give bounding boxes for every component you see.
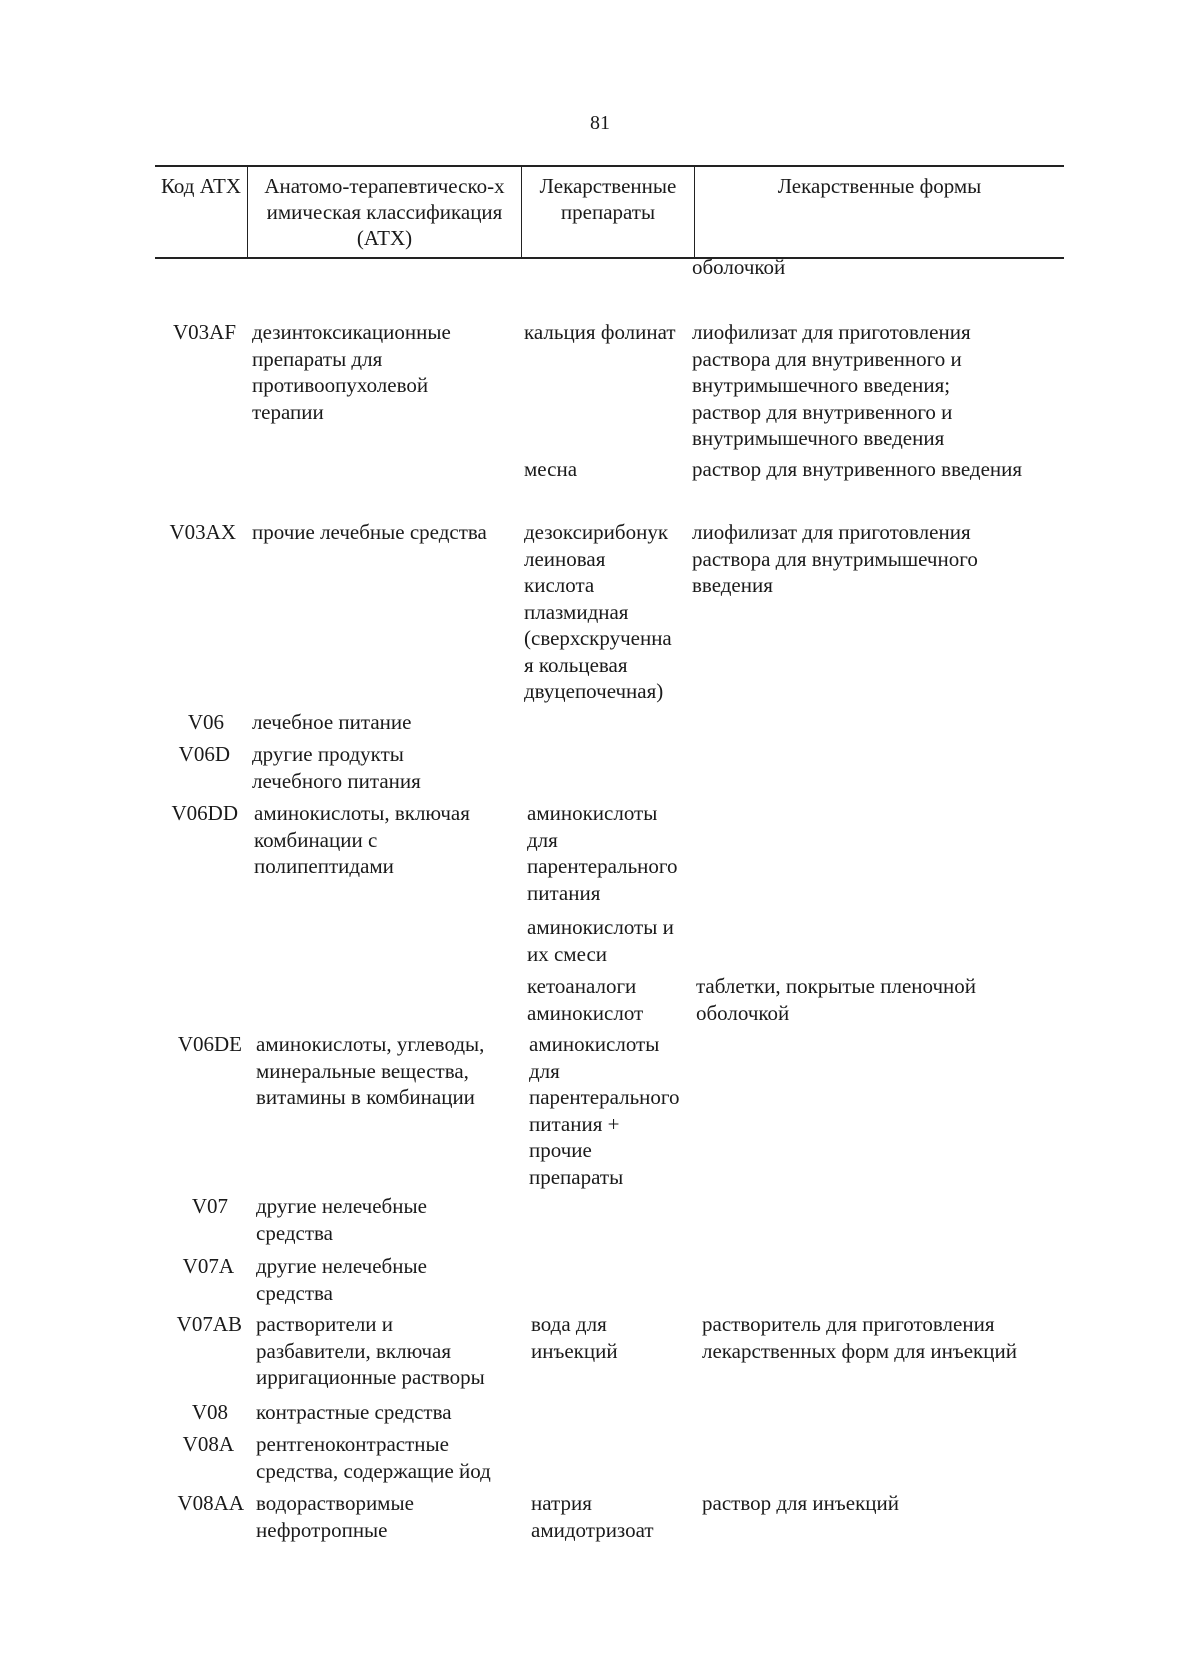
page-number: 81 (590, 112, 610, 134)
header-atc-classification: Анатомо-терапевтическо-х имическая классификация (АТХ) (247, 167, 521, 257)
classification-cell: рентгеноконтрастные средства, содержащие йод (256, 1432, 491, 1483)
classification-cell: лечебное питание (252, 710, 412, 734)
classification-cell: дезинтоксикационные препараты для противоопухолевой терапии (252, 320, 451, 424)
atc-code-cell: V06DD (171, 801, 238, 825)
drug-cell: кальция фолинат (524, 320, 676, 344)
drug-cell: месна (524, 457, 578, 481)
atc-code-cell: V08AA (177, 1491, 244, 1515)
classification-cell: прочие лечебные средства (252, 520, 487, 544)
dosage-form-cell: таблетки, покрытые пленочной оболочкой (696, 974, 977, 1025)
dosage-form-cell: оболочкой (692, 255, 786, 279)
header-atc-code: Код АТХ (160, 174, 242, 198)
drug-cell: натрия амидотризоат (531, 1491, 654, 1542)
dosage-form-cell: раствор для внутривенного введения (692, 457, 1023, 481)
drug-cell: дезоксирибонук леиновая кислота плазмидная (сверхскрученна я кольцевая двуцепочечная) (524, 520, 672, 703)
classification-cell: водорастворимые нефротропные (256, 1491, 414, 1542)
atc-code-cell: V06 (187, 710, 224, 734)
atc-code-cell: V03AF (172, 320, 236, 344)
header-drugs: Лекарственные препараты (521, 167, 694, 257)
dosage-form-cell: лиофилизат для приготовления раствора для внутривенного и внутримышечного введения; раствор для внутривенного и внутримышечного введения (692, 320, 971, 450)
dosage-form-cell: раствор для инъекций (702, 1491, 899, 1515)
atc-code-cell: V07AB (176, 1312, 242, 1336)
classification-cell: контрастные средства (256, 1400, 452, 1424)
atc-code-cell: V06DE (177, 1032, 242, 1056)
atc-code-cell: V07A (182, 1254, 234, 1278)
drug-cell: кетоаналоги аминокислот (527, 974, 644, 1025)
drug-cell: аминокислоты для парентерального питания + прочие препараты (529, 1032, 680, 1189)
dosage-form-cell: растворитель для приготовления лекарственных форм для инъекций (702, 1312, 1017, 1363)
classification-cell: аминокислоты, включая комбинации с полипептидами (254, 801, 470, 878)
atc-code-cell: V08 (191, 1400, 228, 1424)
classification-cell: другие нелечебные средства (256, 1194, 427, 1245)
dosage-form-cell: лиофилизат для приготовления раствора для внутримышечного введения (692, 520, 978, 597)
drug-cell: аминокислоты и их смеси (527, 915, 674, 966)
atc-code-cell: V08A (182, 1432, 234, 1456)
classification-cell: другие нелечебные средства (256, 1254, 427, 1305)
header-dosage-forms: Лекарственные формы (694, 167, 1064, 257)
classification-cell: другие продукты лечебного питания (252, 742, 421, 793)
classification-cell: аминокислоты, углеводы, минеральные вещества, витамины в комбинации (256, 1032, 485, 1109)
classification-cell: растворители и разбавители, включая ирригационные растворы (256, 1312, 485, 1389)
drug-cell: вода для инъекций (531, 1312, 618, 1363)
drug-cell: аминокислоты для парентерального питания (527, 801, 678, 905)
atc-code-cell: V06D (178, 742, 230, 766)
atc-code-cell: V07 (191, 1194, 228, 1218)
atc-code-cell: V03AX (169, 520, 236, 544)
